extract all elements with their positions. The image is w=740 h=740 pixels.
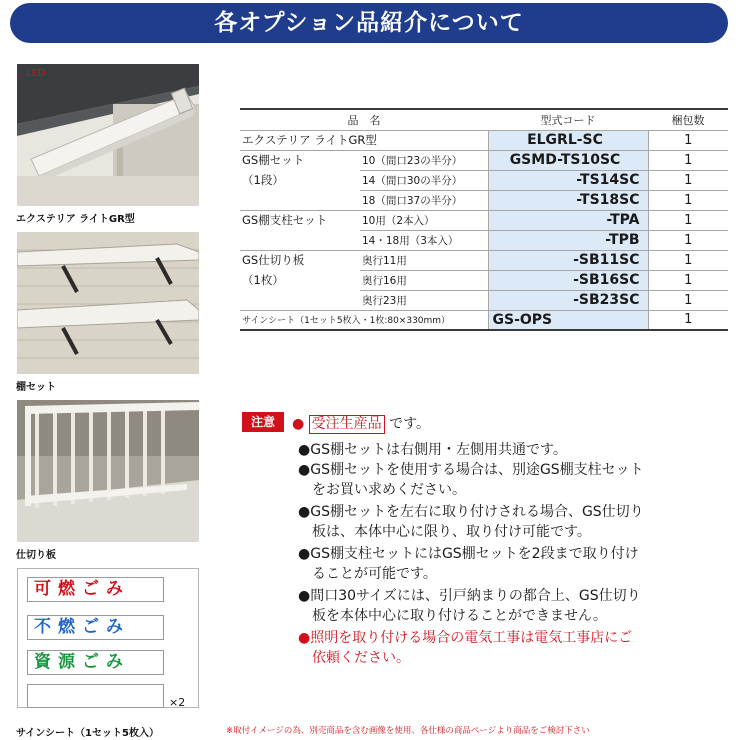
order-made-suffix: です。 xyxy=(389,416,431,432)
row-sub: 10（間口23の半分） xyxy=(360,150,488,170)
note-line-warning: 依頼ください。 xyxy=(298,650,410,666)
row-qty: 1 xyxy=(648,230,728,250)
row-qty: 1 xyxy=(648,170,728,190)
row-group: GS棚セット xyxy=(242,153,305,168)
table-row xyxy=(240,250,728,270)
sign-recyclable: 資源ごみ xyxy=(27,650,164,675)
row-sub: 奥行11用 xyxy=(360,250,488,270)
row-code: -TPB xyxy=(488,230,648,250)
table-row xyxy=(240,310,728,330)
shelf-set-photo xyxy=(17,232,199,374)
row-name: サインシート（1セット5枚入・1枚:80×330mm） xyxy=(240,310,488,330)
table-row xyxy=(240,190,728,210)
row-group xyxy=(240,290,360,310)
row-qty: 1 xyxy=(648,130,728,150)
row-qty: 1 xyxy=(648,150,728,170)
header-product-name: 品 名 xyxy=(240,109,488,130)
row-group: （1段） xyxy=(242,173,284,187)
footer-disclaimer: ※取付イメージの為、別売商品を含む画像を使用、各仕様の商品ページより商品をご検討下さい xyxy=(226,726,590,736)
table-header-row xyxy=(240,109,728,130)
row-qty: 1 xyxy=(648,310,728,330)
led-light-caption: エクステリア ライトGR型 xyxy=(16,214,135,225)
note-line: をお買い求めください。 xyxy=(298,482,466,498)
row-group: GS仕切り板 xyxy=(242,253,305,268)
partition-caption: 仕切り板 xyxy=(16,550,56,561)
led-light-photo xyxy=(17,64,199,206)
row-group: （1枚） xyxy=(242,273,284,287)
table-row xyxy=(240,290,728,310)
sign-burnable: 可燃ごみ xyxy=(27,577,164,602)
row-group xyxy=(240,230,360,250)
header-package-count: 梱包数 xyxy=(648,109,728,130)
sign-multiplier: ×2 xyxy=(169,696,186,709)
note-line: ●間口30サイズには、引戸納まりの都合上、GS仕切り xyxy=(298,588,641,604)
table-row xyxy=(240,170,728,190)
row-sub: 奥行23用 xyxy=(360,290,488,310)
table-row xyxy=(240,270,728,290)
note-line: ることが可能です。 xyxy=(298,566,437,582)
row-sub: 10用（2本入） xyxy=(360,210,488,230)
row-qty: 1 xyxy=(648,290,728,310)
row-code: -TPA xyxy=(488,210,648,230)
note-line: 板を本体中心に取り付けることができません。 xyxy=(298,608,607,624)
sign-sheet-caption: サインシート（1セット5枚入） xyxy=(16,728,159,739)
order-made-badge: 受注生産品 xyxy=(309,415,385,434)
note-line-warning: ●照明を取り付ける場合の電気工事は電気工事店にご xyxy=(298,630,633,646)
row-group xyxy=(240,190,360,210)
shelf-set-caption: 棚セット xyxy=(16,382,56,393)
table-row xyxy=(240,210,728,230)
row-sub: 14・18用（3本入） xyxy=(360,230,488,250)
sign-non-burnable: 不燃ごみ xyxy=(27,615,164,640)
row-qty: 1 xyxy=(648,190,728,210)
row-code: ELGRL-SC xyxy=(488,130,648,150)
header-model-code: 型式コード xyxy=(488,109,648,130)
notice-tag: 注意 xyxy=(242,412,284,432)
sign-blank xyxy=(27,684,164,708)
options-table xyxy=(240,108,728,331)
row-qty: 1 xyxy=(648,250,728,270)
row-code: GS-OPS xyxy=(488,310,648,330)
row-sub: 18（間口37の半分） xyxy=(360,190,488,210)
notice-order-made xyxy=(292,413,430,434)
partition-photo xyxy=(17,400,199,542)
note-line: ●GS棚セットを左右に取り付けされる場合、GS仕切り xyxy=(298,504,644,520)
row-qty: 1 xyxy=(648,210,728,230)
row-qty: 1 xyxy=(648,270,728,290)
led-label: LED xyxy=(26,68,46,79)
row-name: エクステリア ライトGR型 xyxy=(240,130,488,150)
row-code: -SB16SC xyxy=(488,270,648,290)
row-code: -TS14SC xyxy=(488,170,648,190)
title-banner xyxy=(10,3,728,43)
row-code: -SB11SC xyxy=(488,250,648,270)
table-row xyxy=(240,130,728,150)
row-code: GSMD-TS10SC xyxy=(488,150,648,170)
note-line: ●GS棚セットを使用する場合は、別途GS棚支柱セット xyxy=(298,462,644,478)
bullet: ● xyxy=(292,416,305,432)
row-sub: 奥行16用 xyxy=(360,270,488,290)
row-group: GS棚支柱セット xyxy=(242,213,328,228)
page-title: 各オプション品紹介について xyxy=(214,10,524,36)
note-line: ●GS棚支柱セットにはGS棚セットを2段まで取り付け xyxy=(298,546,639,562)
note-line: ●GS棚セットは右側用・左側用共通です。 xyxy=(298,442,567,458)
row-code: -TS18SC xyxy=(488,190,648,210)
row-code: -SB23SC xyxy=(488,290,648,310)
table-row xyxy=(240,150,728,170)
row-sub: 14（間口30の半分） xyxy=(360,170,488,190)
table-row xyxy=(240,230,728,250)
note-line: 板は、本体中心に限り、取り付け可能です。 xyxy=(298,524,591,540)
